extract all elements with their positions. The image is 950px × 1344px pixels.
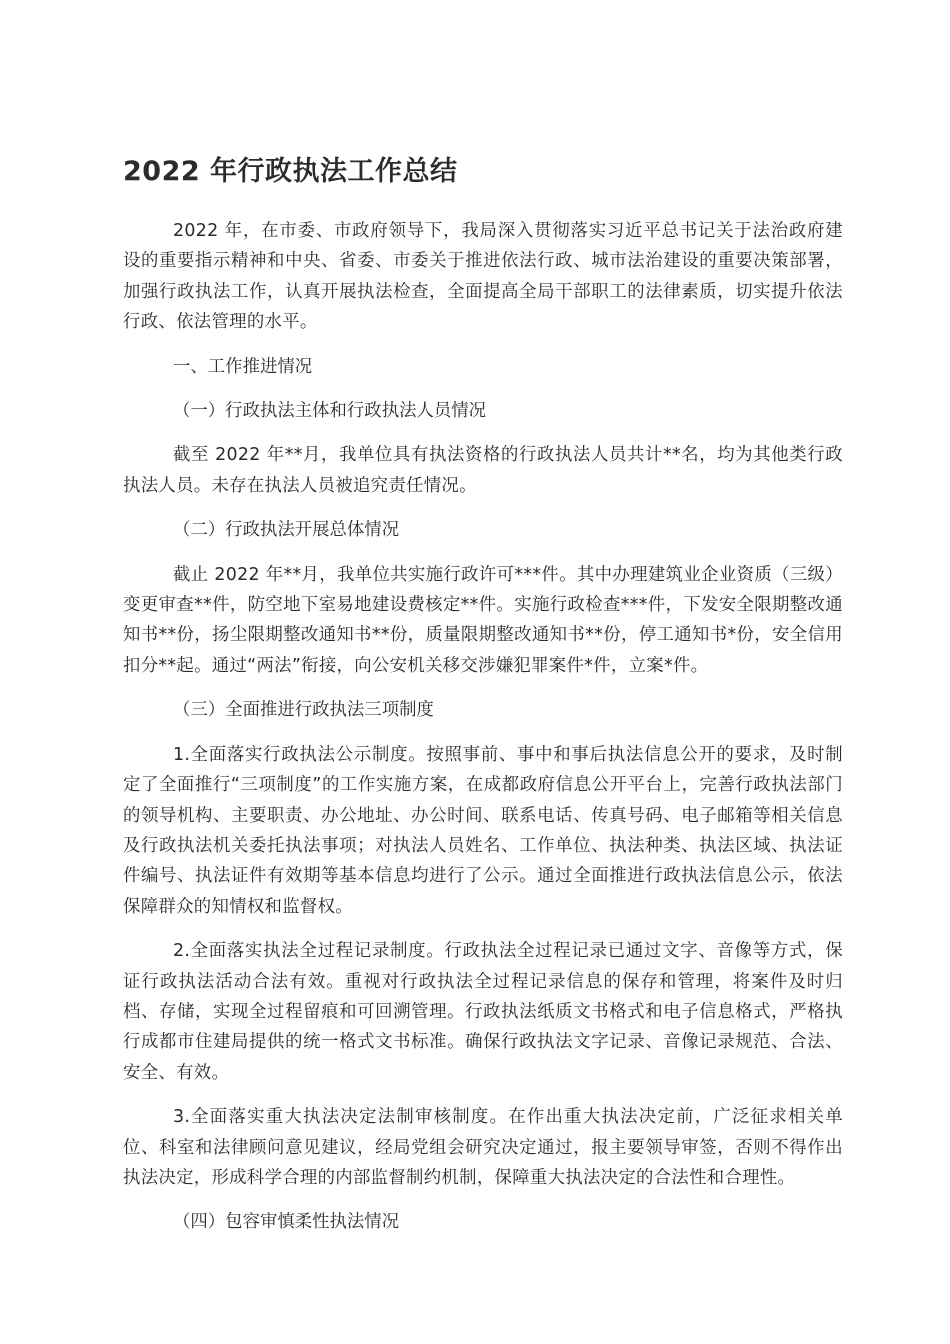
subsection-heading-three-systems: （三）全面推进行政执法三项制度 — [173, 700, 434, 721]
paragraph-enforcement-personnel: 截至 2022 年**月，我单位具有执法资格的行政执法人员共计**名，均为其他类行政执法人员。未存在执法人员被追究责任情况。 — [123, 445, 843, 496]
paragraph-legal-review-system: 3.全面落实重大执法决定法制审核制度。在作出重大执法决定前，广泛征求相关单位、科室和法律顾问意见建议，经局党组会研究决定通过，报主要领导审签，否则不得作出执法决定，形成科学合理的内部监督制约机制，保障重大执法决定的合法性和合理性。 — [123, 1107, 843, 1188]
document-title: 2022 年行政执法工作总结 — [123, 156, 458, 187]
intro-paragraph: 2022 年，在市委、市政府领导下，我局深入贯彻落实习近平总书记关于法治政府建设的重要指示精神和中央、省委、市委关于推进依法行政、城市法治建设的重要决策部署，加强行政执法工作，认真开展执法检查，全面提高全局干部职工的法律素质，切实提升依法行政、依法管理的水平。 — [123, 221, 843, 333]
subsection-heading-overall-enforcement: （二）行政执法开展总体情况 — [173, 520, 400, 541]
paragraph-overall-enforcement: 截止 2022 年**月，我单位共实施行政许可***件。其中办理建筑业企业资质（三级）变更审查**件，防空地下室易地建设费核定**件。实施行政检查***件，下发安全限期整改通知书**份，扬尘限期整改通知书**份，质量限期整改通知书**份，停工通知书*份，安全信用扣分**起。通过“两法”衔接，向公安机关移交涉嫌犯罪案件*件，立案*件。 — [123, 564, 843, 676]
section-heading-work-progress: 一、工作推进情况 — [173, 356, 313, 377]
document-page — [123, 148, 843, 1252]
subsection-heading-flexible-enforcement: （四）包容审慎柔性执法情况 — [173, 1212, 400, 1233]
subsection-heading-enforcement-personnel: （一）行政执法主体和行政执法人员情况 — [173, 401, 487, 422]
paragraph-recording-system: 2.全面落实执法全过程记录制度。行政执法全过程记录已通过文字、音像等方式，保证行政执法活动合法有效。重视对行政执法全过程记录信息的保存和管理，将案件及时归档、存储，实现全过程留痕和可回溯管理。行政执法纸质文书格式和电子信息格式，严格执行成都市住建局提供的统一格式文书标准。确保行政执法文字记录、音像记录规范、合法、安全、有效。 — [123, 941, 843, 1083]
paragraph-disclosure-system: 1.全面落实行政执法公示制度。按照事前、事中和事后执法信息公开的要求，及时制定了全面推行“三项制度”的工作实施方案，在成都政府信息公开平台上，完善行政执法部门的领导机构、主要职责、办公地址、办公时间、联系电话、传真号码、电子邮箱等相关信息及行政执法机关委托执法事项；对执法人员姓名、工作单位、执法种类、执法区域、执法证件编号、执法证件有效期等基本信息均进行了公示。通过全面推进行政执法信息公示，依法保障群众的知情权和监督权。 — [123, 744, 843, 917]
